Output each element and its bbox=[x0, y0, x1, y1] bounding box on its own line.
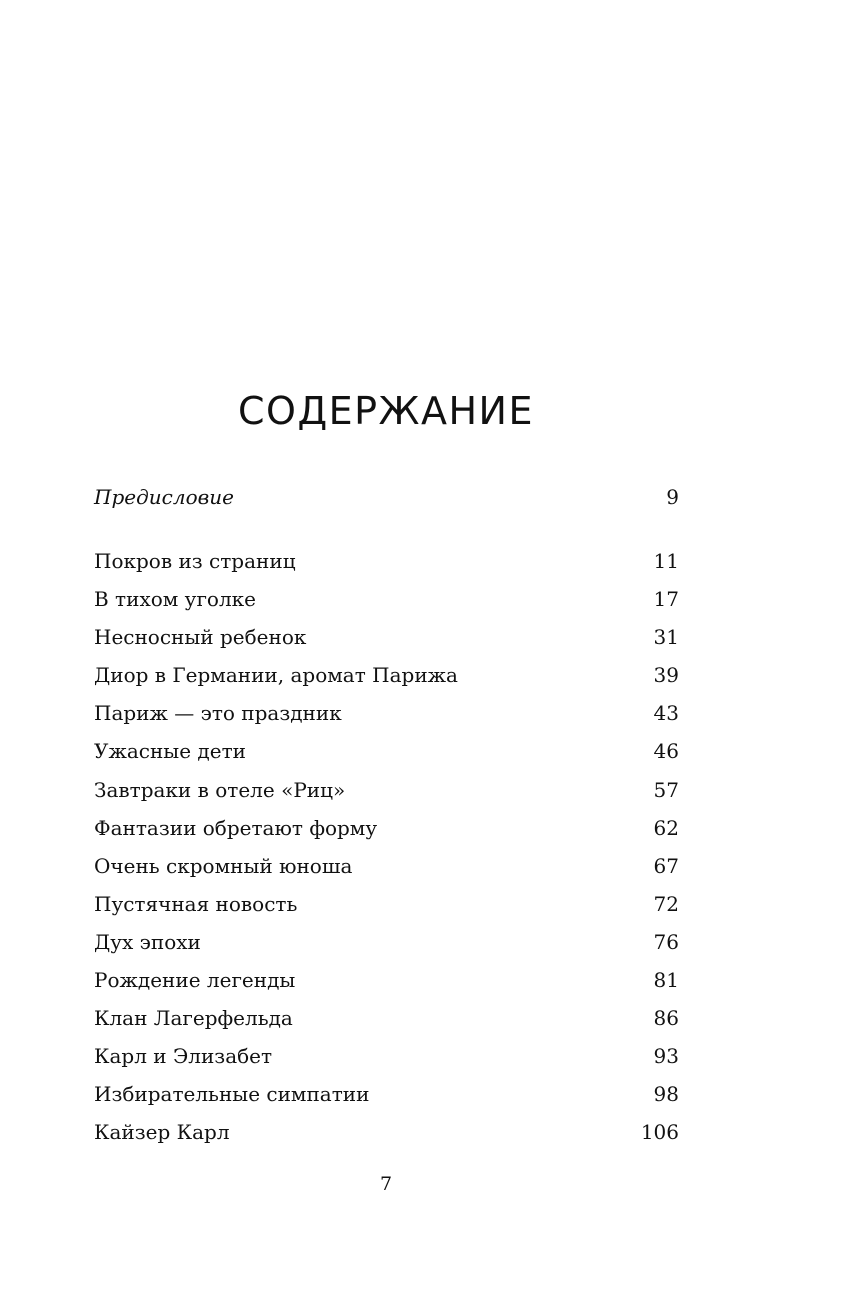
toc-entry bbox=[94, 851, 679, 881]
toc-entry-page: 93 bbox=[653, 1044, 679, 1068]
toc-entry-title: Диор в Германии, аромат Парижа bbox=[94, 663, 458, 687]
toc-entry-page: 17 bbox=[653, 587, 679, 611]
toc-entry-title: Кайзер Карл bbox=[94, 1120, 230, 1144]
toc-entry-title: Рождение легенды bbox=[94, 968, 296, 992]
toc-entry-page: 31 bbox=[653, 625, 679, 649]
toc-entry-title: Очень скромный юноша bbox=[94, 854, 353, 878]
toc-entry-title: Фантазии обретают форму bbox=[94, 816, 378, 840]
toc-entry-page: 81 bbox=[653, 968, 679, 992]
toc-entry-page: 76 bbox=[653, 930, 679, 954]
toc-entry bbox=[94, 660, 679, 690]
toc-entry bbox=[94, 1003, 679, 1033]
toc-entry bbox=[94, 1041, 679, 1071]
toc-entry bbox=[94, 813, 679, 843]
toc-entry-title: Карл и Элизабет bbox=[94, 1044, 273, 1068]
page-title: СОДЕРЖАНИЕ bbox=[238, 389, 534, 433]
toc-entry-page: 106 bbox=[640, 1120, 679, 1144]
toc-entry bbox=[94, 622, 679, 652]
toc-entry-page: 72 bbox=[653, 892, 679, 916]
toc-entry-page: 62 bbox=[653, 816, 679, 840]
toc-entry bbox=[94, 1079, 679, 1109]
toc-entry-page: 39 bbox=[653, 663, 679, 687]
toc-entry bbox=[94, 965, 679, 995]
toc-entry-title: Пустячная новость bbox=[94, 892, 298, 916]
toc-entry bbox=[94, 775, 679, 805]
toc-entry-title: Предисловие bbox=[94, 485, 234, 509]
toc-entry-page: 57 bbox=[653, 778, 679, 802]
toc-entry-title: Париж — это праздник bbox=[94, 701, 342, 725]
toc-entry-page: 9 bbox=[666, 485, 679, 509]
toc-entry bbox=[94, 546, 679, 576]
toc-entry-title: Завтраки в отеле «Риц» bbox=[94, 778, 346, 802]
toc-entry bbox=[94, 1117, 679, 1147]
toc-entry-page: 46 bbox=[653, 739, 679, 763]
toc-entry-title: Дух эпохи bbox=[94, 930, 201, 954]
toc-entry bbox=[94, 584, 679, 614]
toc-entry-title: Покров из страниц bbox=[94, 549, 296, 573]
toc-entry-page: 86 bbox=[653, 1006, 679, 1030]
toc-entry bbox=[94, 736, 679, 766]
page-number: 7 bbox=[379, 1173, 393, 1195]
toc-entry-page: 98 bbox=[653, 1082, 679, 1106]
toc-entry-page: 67 bbox=[653, 854, 679, 878]
toc-entry bbox=[94, 698, 679, 728]
toc-entry bbox=[94, 927, 679, 957]
toc-entry-title: Клан Лагерфельда bbox=[94, 1006, 293, 1030]
toc-entry-preface bbox=[94, 482, 679, 512]
toc-entry-title: Избирательные симпатии bbox=[94, 1082, 370, 1106]
toc-entry-page: 11 bbox=[653, 549, 679, 573]
toc-entry-title: Несносный ребенок bbox=[94, 625, 307, 649]
toc-entry-title: Ужасные дети bbox=[94, 739, 246, 763]
toc-entry bbox=[94, 889, 679, 919]
toc-entry-page: 43 bbox=[653, 701, 679, 725]
toc-entry-title: В тихом уголке bbox=[94, 587, 257, 611]
